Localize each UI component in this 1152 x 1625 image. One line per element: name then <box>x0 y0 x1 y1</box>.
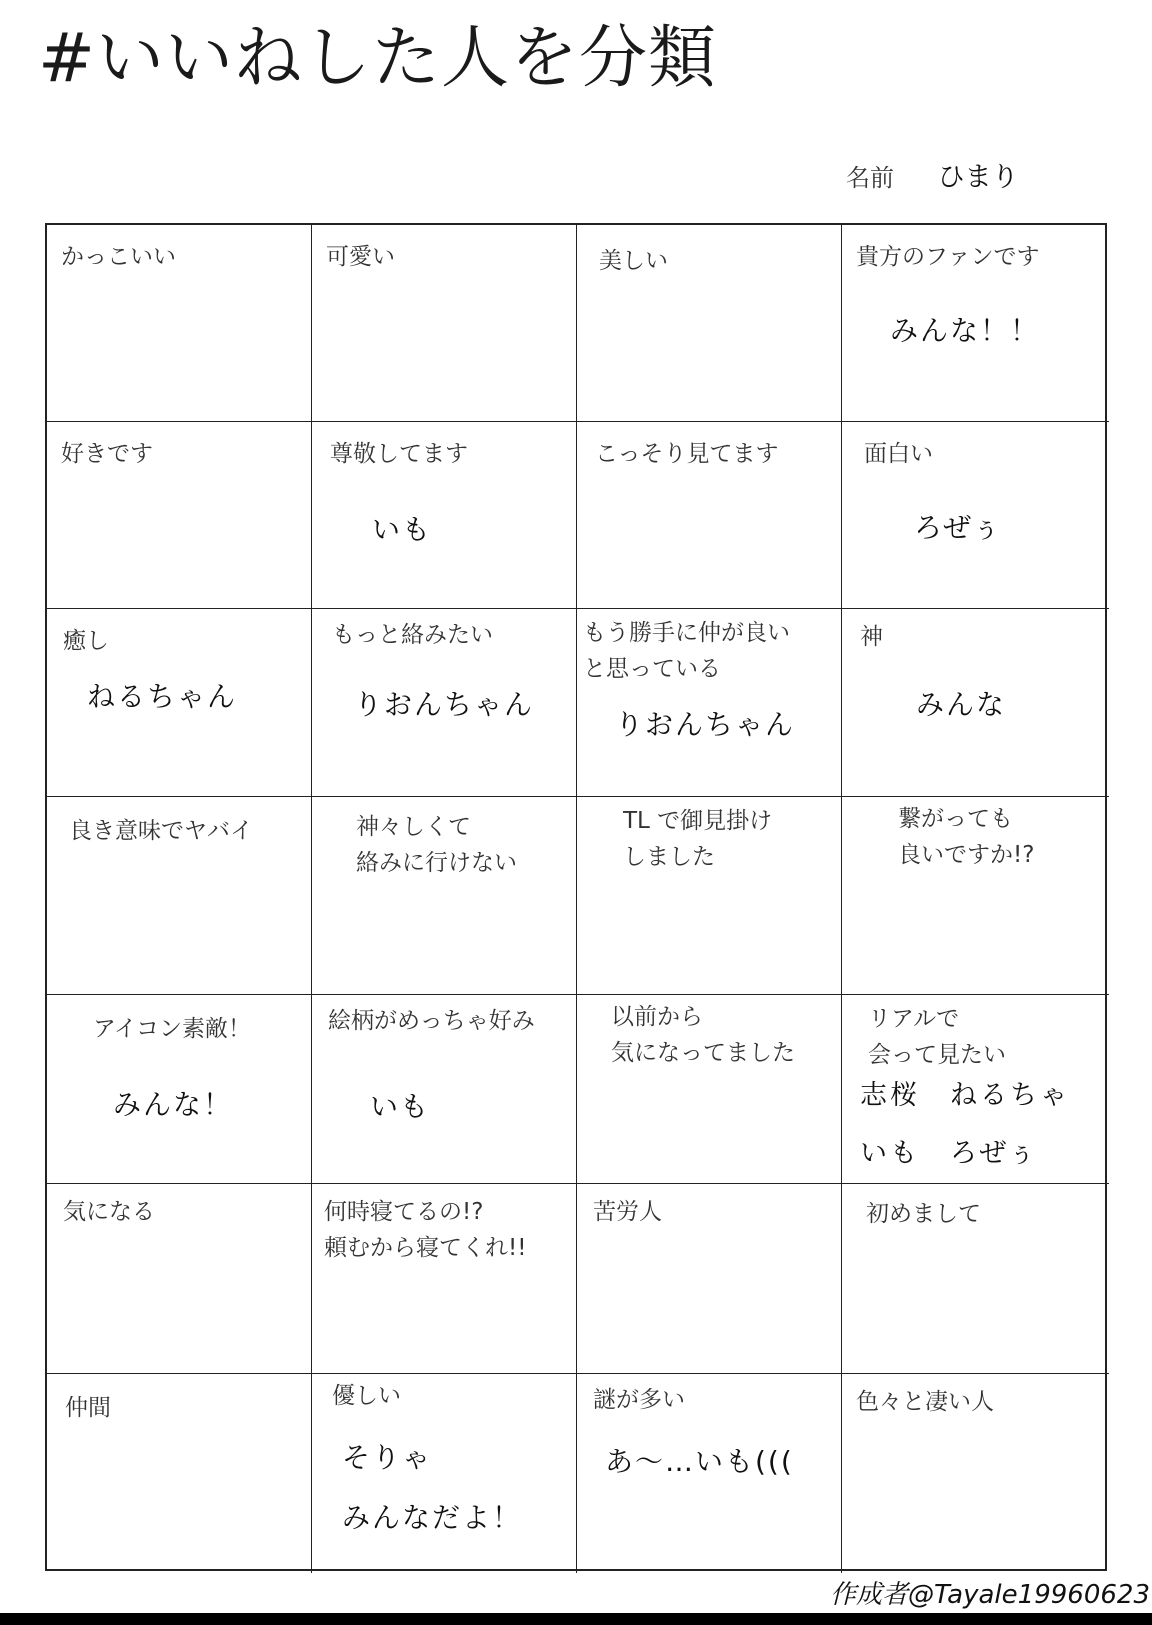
cell-label: もう勝手に仲が良い と思っている <box>583 620 790 682</box>
grid-cell-icon-suteki <box>47 995 312 1184</box>
grid-cell-omoshiroi <box>842 422 1109 609</box>
grid-cell-kami <box>842 609 1109 797</box>
grid-cell-izen-kara <box>577 995 842 1184</box>
cell-label: 神 <box>860 624 883 650</box>
cell-label: 面白い <box>864 441 933 467</box>
grid-cell-yasashii <box>312 1374 577 1573</box>
grid-cell-nakama <box>47 1374 312 1573</box>
cell-answer: りおんちゃん <box>354 688 535 721</box>
cell-answer: 志桜 ねるちゃ いも ろぜぅ <box>860 1080 1070 1169</box>
cell-label: 色々と凄い人 <box>856 1389 994 1415</box>
page-title: #いいねした人を分類 <box>38 19 717 98</box>
grid-cell-kurounin <box>577 1184 842 1374</box>
grid-cell-kininaru <box>47 1184 312 1374</box>
grid-cell-yabai <box>47 797 312 995</box>
grid-cell-suki <box>47 422 312 609</box>
cell-label: TL で御見掛け しました <box>623 808 773 870</box>
cell-label: もっと絡みたい <box>332 622 493 648</box>
cell-label: 良き意味でヤバイ <box>69 818 253 844</box>
grid-cell-utsukushii <box>577 225 842 422</box>
grid-cell-nerutteru <box>312 1184 577 1374</box>
cell-label: 謎が多い <box>593 1387 685 1413</box>
cell-label: 美しい <box>599 248 668 274</box>
cell-label: 可愛い <box>326 244 395 270</box>
cell-answer: りおんちゃん <box>615 708 796 741</box>
cell-label: 癒し <box>63 628 109 654</box>
name-value: ひまり <box>937 162 1019 193</box>
grid-cell-sonkei <box>312 422 577 609</box>
cell-label: 初めまして <box>866 1201 981 1227</box>
cell-label: 以前から 気になってました <box>611 1004 795 1066</box>
cell-label: 仲間 <box>65 1395 111 1421</box>
cell-label: 繋がっても 良いですか!? <box>898 806 1035 868</box>
bottom-bar <box>0 1613 1152 1625</box>
grid-cell-tl <box>577 797 842 995</box>
name-row <box>846 162 1019 194</box>
cell-answer: いも <box>370 1090 431 1123</box>
grid-cell-tsunagatte <box>842 797 1109 995</box>
grid-cell-kougoushii <box>312 797 577 995</box>
classification-grid <box>45 223 1107 1571</box>
grid-cell-hajimemashite <box>842 1184 1109 1374</box>
grid-cell-fan <box>842 225 1109 422</box>
grid-cell-kawaii <box>312 225 577 422</box>
name-label: 名前 <box>846 164 894 192</box>
cell-label: 貴方のファンです <box>856 244 1040 270</box>
cell-label: リアルで 会って見たい <box>868 1006 1006 1068</box>
cell-answer: あ〜…いも((( <box>605 1445 794 1478</box>
cell-label: アイコン素敵！ <box>93 1016 252 1042</box>
grid-cell-kakkoii <box>47 225 312 422</box>
grid-cell-nakayoshi <box>577 609 842 797</box>
grid-cell-iroiro <box>842 1374 1109 1573</box>
cell-label: こっそり見てます <box>595 441 779 467</box>
cell-label: 苦労人 <box>593 1199 662 1225</box>
cell-label: 神々しくて 絡みに行けない <box>356 814 517 876</box>
cell-answer: みんな！ <box>113 1088 234 1121</box>
cell-answer: ねるちゃん <box>87 680 238 713</box>
cell-label: 絵柄がめっちゃ好み <box>328 1008 535 1034</box>
grid-cell-real <box>842 995 1109 1184</box>
cell-answer: いも <box>372 513 433 546</box>
cell-label: 何時寝てるの!? 頼むから寝てくれ!! <box>324 1199 527 1261</box>
author-credit: 作成者@Tayale19960623 <box>830 1580 1150 1610</box>
cell-answer: ろぜぅ <box>914 511 1003 544</box>
grid-cell-egara <box>312 995 577 1184</box>
cell-label: 好きです <box>61 441 153 467</box>
cell-answer: みんな <box>916 688 1007 721</box>
cell-label: 気になる <box>63 1199 155 1225</box>
cell-answer: そりゃ みんなだよ！ <box>342 1441 523 1534</box>
cell-label: かっこいい <box>61 244 176 270</box>
cell-answer: みんな！！ <box>890 314 1041 347</box>
grid-cell-iyashi <box>47 609 312 797</box>
grid-cell-motto-karamitai <box>312 609 577 797</box>
cell-label: 優しい <box>332 1383 401 1409</box>
cell-label: 尊敬してます <box>330 441 468 467</box>
grid-cell-nazo <box>577 1374 842 1573</box>
grid-cell-kossori <box>577 422 842 609</box>
